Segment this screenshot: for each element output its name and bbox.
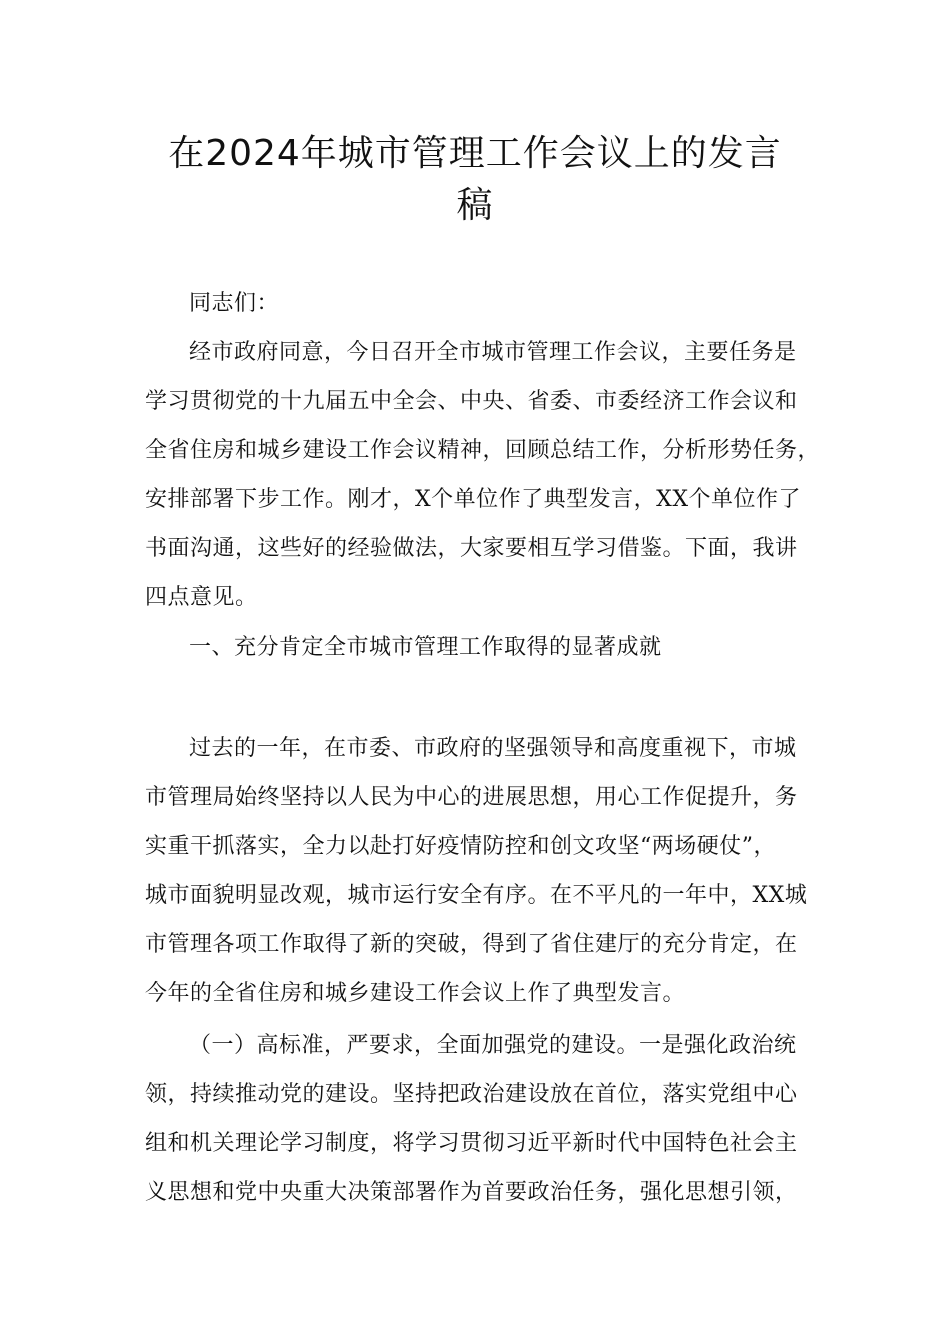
paragraph-line: 经市政府同意，今日召开全市城市管理工作会议，主要任务是 <box>189 340 797 365</box>
paragraph-line: （一）高标准，严要求，全面加强党的建设。一是强化政治统 <box>189 1033 797 1058</box>
salutation: 同志们： <box>189 291 280 316</box>
paragraph-line: 组和机关理论学习制度，将学习贯彻习近平新时代中国特色社会主 <box>145 1131 798 1156</box>
paragraph-line: 领，持续推动党的建设。坚持把政治建设放在首位，落实党组中心 <box>145 1082 798 1107</box>
paragraph-line: 义思想和党中央重大决策部署作为首要政治任务，强化思想引领， <box>145 1180 798 1205</box>
paragraph-line: 书面沟通，这些好的经验做法，大家要相互学习借鉴。下面，我讲 <box>145 536 798 561</box>
paragraph-line: 过去的一年，在市委、市政府的坚强领导和高度重视下，市城 <box>189 736 797 761</box>
paragraph-line: 今年的全省住房和城乡建设工作会议上作了典型发言。 <box>145 981 686 1006</box>
paragraph-line: 四点意见。 <box>145 585 258 610</box>
paragraph-line: 学习贯彻党的十九届五中全会、中央、省委、市委经济工作会议和 <box>145 389 798 414</box>
paragraph-line: 安排部署下步工作。刚才，X个单位作了典型发言，XX个单位作了 <box>145 487 801 512</box>
paragraph-line: 实重干抓落实，全力以赴打好疫情防控和创文攻坚“两场硬仗”， <box>145 834 776 859</box>
paragraph-line: 城市面貌明显改观，城市运行安全有序。在不平凡的一年中，XX城 <box>145 883 808 908</box>
paragraph-line: 市管理局始终坚持以人民为中心的进展思想，用心工作促提升，务 <box>145 785 798 810</box>
paragraph-line: 市管理各项工作取得了新的突破，得到了省住建厅的充分肯定，在 <box>145 932 798 957</box>
section-heading: 一、充分肯定全市城市管理工作取得的显著成就 <box>189 635 662 660</box>
paragraph-line: 全省住房和城乡建设工作会议精神，回顾总结工作，分析形势任务， <box>145 438 821 463</box>
title-line-2: 稿 <box>456 185 494 226</box>
document-title <box>120 128 830 232</box>
title-line-1: 在2024年城市管理工作会议上的发言 <box>168 133 782 174</box>
